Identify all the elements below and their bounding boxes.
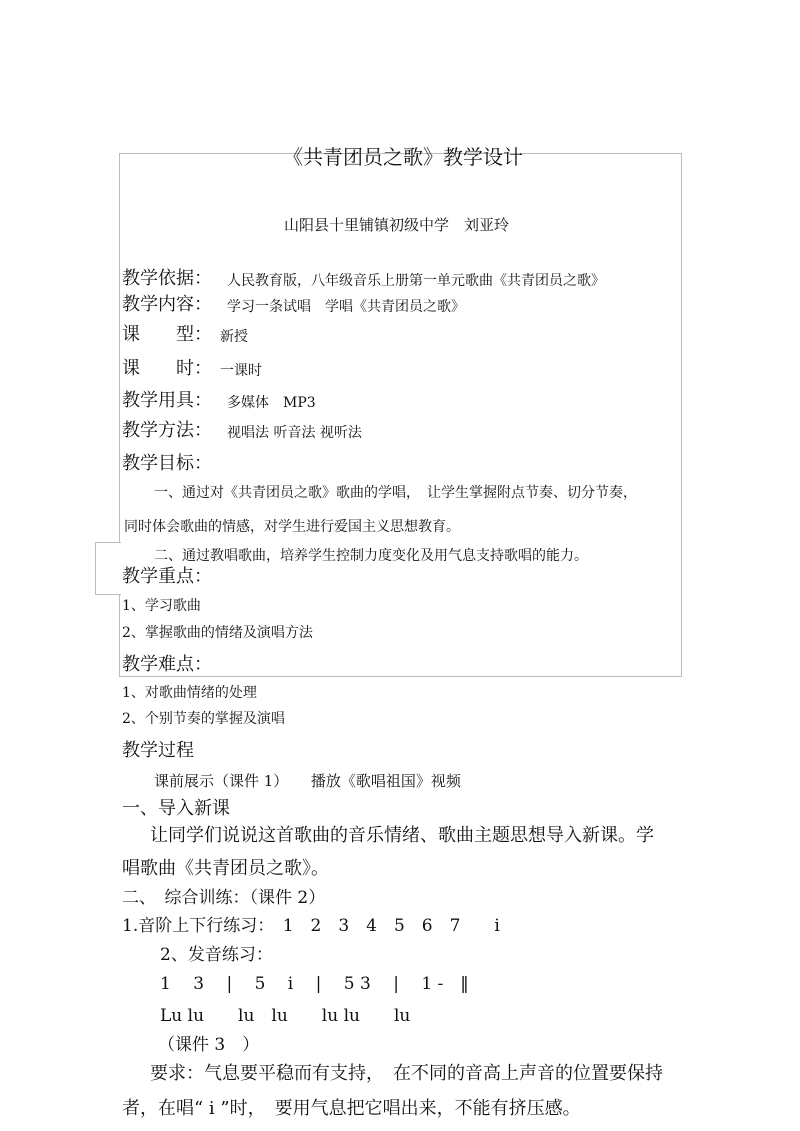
type-value: 新授 [220, 329, 248, 345]
basis-value: 人民教育版，八年级音乐上册第一单元歌曲《共青团员之歌》 [227, 273, 605, 289]
author-line: 山阳县十里铺镇初级中学 刘亚玲 [284, 216, 510, 234]
process-heading: 教学过程 [122, 740, 194, 761]
requirement-line-1: 要求：气息要平稳而有支持， 在不同的音高上声音的位置要保持 [150, 1063, 663, 1084]
tools-label: 教学用具： [122, 390, 212, 411]
goal-1-line-2: 同时体会歌曲的情感，对学生进行爱国主义思想教育。 [124, 519, 460, 535]
requirement-line-2: 者，在唱“ i ”时， 要用气息把它唱出来，不能有挤压感。 [122, 1098, 581, 1119]
section-2-heading: 二、 综合训练：（课件 2） [122, 888, 326, 908]
difficulty-1: 1、对歌曲情绪的处理 [122, 685, 257, 701]
goal-1-line-1: 一、通过对《共青团员之歌》歌曲的学唱， 让学生掌握附点节奏、切分节奏， [154, 485, 637, 501]
methods-label: 教学方法： [122, 420, 212, 441]
pre-class-activity: 课前展示（课件 1） 播放《歌唱祖国》视频 [154, 772, 461, 790]
content-label: 教学内容： [122, 294, 212, 315]
vocal-practice-syllables: Lu lu lu lu lu lu lu [160, 1006, 411, 1026]
scale-practice: 1.音阶上下行练习： 1 2 3 4 5 6 7 i [122, 916, 500, 936]
tools-value: 多媒体 MP3 [227, 395, 316, 411]
basis-label: 教学依据： [122, 268, 212, 289]
type-label: 课 型： [122, 324, 212, 345]
key-point-1: 1、学习歌曲 [122, 598, 201, 614]
courseware-3: （课件 3 ） [158, 1035, 260, 1055]
section-1-line-2: 唱歌曲《共青团员之歌》。 [122, 858, 329, 879]
goal-2: 二、通过教唱歌曲，培养学生控制力度变化及用气息支持歌唱的能力。 [154, 548, 588, 564]
vocal-practice-heading: 2、发音练习： [160, 945, 273, 965]
vocal-practice-notes: 1 3 | 5 i | 5 3 | 1 - ‖ [160, 974, 469, 994]
hours-label: 课 时： [122, 358, 212, 379]
document-title: 《共青团员之歌》教学设计 [283, 145, 523, 169]
hours-value: 一课时 [220, 363, 262, 379]
section-1-line-1: 让同学们说说这首歌曲的音乐情绪、歌曲主题思想导入新课。学 [150, 825, 654, 846]
goals-heading: 教学目标： [122, 453, 212, 474]
key-point-2: 2、掌握歌曲的情绪及演唱方法 [122, 625, 313, 641]
key-points-heading: 教学重点： [122, 566, 212, 587]
difficulties-heading: 教学难点： [122, 654, 212, 675]
table-border-notch [95, 542, 121, 595]
methods-value: 视唱法 听音法 视听法 [227, 425, 362, 441]
section-1-heading: 一、导入新课 [122, 798, 230, 819]
content-value: 学习一条试唱 学唱《共青团员之歌》 [227, 299, 465, 315]
difficulty-2: 2、个别节奏的掌握及演唱 [122, 711, 285, 727]
